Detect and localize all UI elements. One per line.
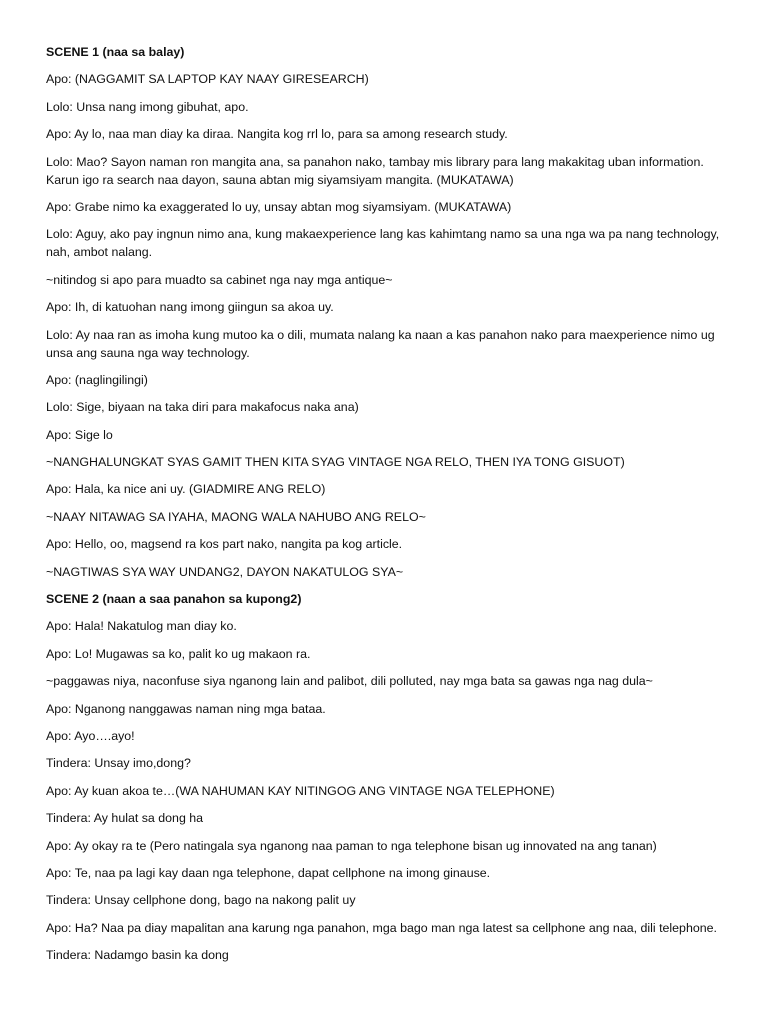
script-line: Lolo: Aguy, ako pay ingnun nimo ana, kung makaexperience lang kas kahimtang namo sa una nga wa pa nang technology, nah, ambot nalang. (46, 227, 720, 260)
script-line: ~nitindog si apo para muadto sa cabinet nga nay mga antique~ (46, 272, 393, 287)
script-line: Apo: Ayo….ayo! (46, 728, 135, 743)
script-line: Apo: Ih, di katuohan nang imong giingun sa akoa uy. (46, 300, 334, 315)
script-line: Tindera: Unsay imo,dong? (46, 756, 191, 771)
script-line: ~NAGTIWAS SYA WAY UNDANG2, DAYON NAKATULOG SYA~ (46, 564, 404, 579)
script-line: Lolo: Unsa nang imong gibuhat, apo. (46, 99, 249, 114)
script-line: ~NANGHALUNGKAT SYAS GAMIT THEN KITA SYAG VINTAGE NGA RELO, THEN IYA TONG GISUOT) (46, 455, 625, 470)
script-body (46, 43, 726, 974)
script-line: Apo: Ay okay ra te (Pero natingala sya nganong naa paman to nga telephone bisan ug innovated na ang tanan) (46, 838, 657, 853)
scene-heading: SCENE 1 (naa sa balay) (46, 45, 185, 59)
script-line: Apo: Grabe nimo ka exaggerated lo uy, unsay abtan mog siyamsiyam. (MUKATAWA) (46, 199, 512, 214)
script-line: Apo: Lo! Mugawas sa ko, palit ko ug makaon ra. (46, 646, 311, 661)
script-line: Apo: Ay kuan akoa te…(WA NAHUMAN KAY NITINGOG ANG VINTAGE NGA TELEPHONE) (46, 783, 555, 798)
script-line: Lolo: Sige, biyaan na taka diri para makafocus naka ana) (46, 400, 359, 415)
script-line: Apo: (naglingilingi) (46, 372, 148, 387)
script-line: Apo: Te, naa pa lagi kay daan nga telephone, dapat cellphone na imong ginause. (46, 865, 491, 880)
scene-heading: SCENE 2 (naan a saa panahon sa kupong2) (46, 592, 302, 607)
script-line: Apo: Ha? Naa pa diay mapalitan ana karung nga panahon, mga bago man nga latest sa cellphone ang naa, dili telephone. (46, 920, 717, 935)
script-line: Apo: (NAGGAMIT SA LAPTOP KAY NAAY GIRESEARCH) (46, 72, 369, 87)
script-line: Tindera: Ay hulat sa dong ha (46, 811, 204, 826)
script-line: Apo: Sige lo (46, 427, 113, 442)
script-line: Lolo: Mao? Sayon naman ron mangita ana, sa panahon nako, tambay mis library para lang makakitag uban information. Karun igo ra search naa dayon, sauna abtan mig siyamsiyam mangita. (MUKATAWA) (46, 154, 704, 187)
script-line: Tindera: Nadamgo basin ka dong (46, 948, 229, 963)
script-line: Lolo: Ay naa ran as imoha kung mutoo ka o dili, mumata nalang ka naan a kas panahon nako para maexperience nimo ug unsa ang sauna nga way technology. (46, 327, 715, 360)
script-line: Apo: Nganong nanggawas naman ning mga bataa. (46, 701, 326, 716)
script-line: ~NAAY NITAWAG SA IYAHA, MAONG WALA NAHUBO ANG RELO~ (46, 509, 426, 524)
script-line: Apo: Hala! Nakatulog man diay ko. (46, 619, 237, 634)
script-line: Tindera: Unsay cellphone dong, bago na nakong palit uy (46, 893, 356, 908)
script-line: ~paggawas niya, naconfuse siya nganong lain and palibot, dili polluted, nay mga bata sa gawas nga nag dula~ (46, 674, 653, 689)
script-line: Apo: Hala, ka nice ani uy. (GIADMIRE ANG RELO) (46, 482, 326, 497)
script-line: Apo: Hello, oo, magsend ra kos part nako, nangita pa kog article. (46, 537, 403, 552)
script-line: Apo: Ay lo, naa man diay ka diraa. Nangita kog rrl lo, para sa among research study. (46, 127, 508, 142)
